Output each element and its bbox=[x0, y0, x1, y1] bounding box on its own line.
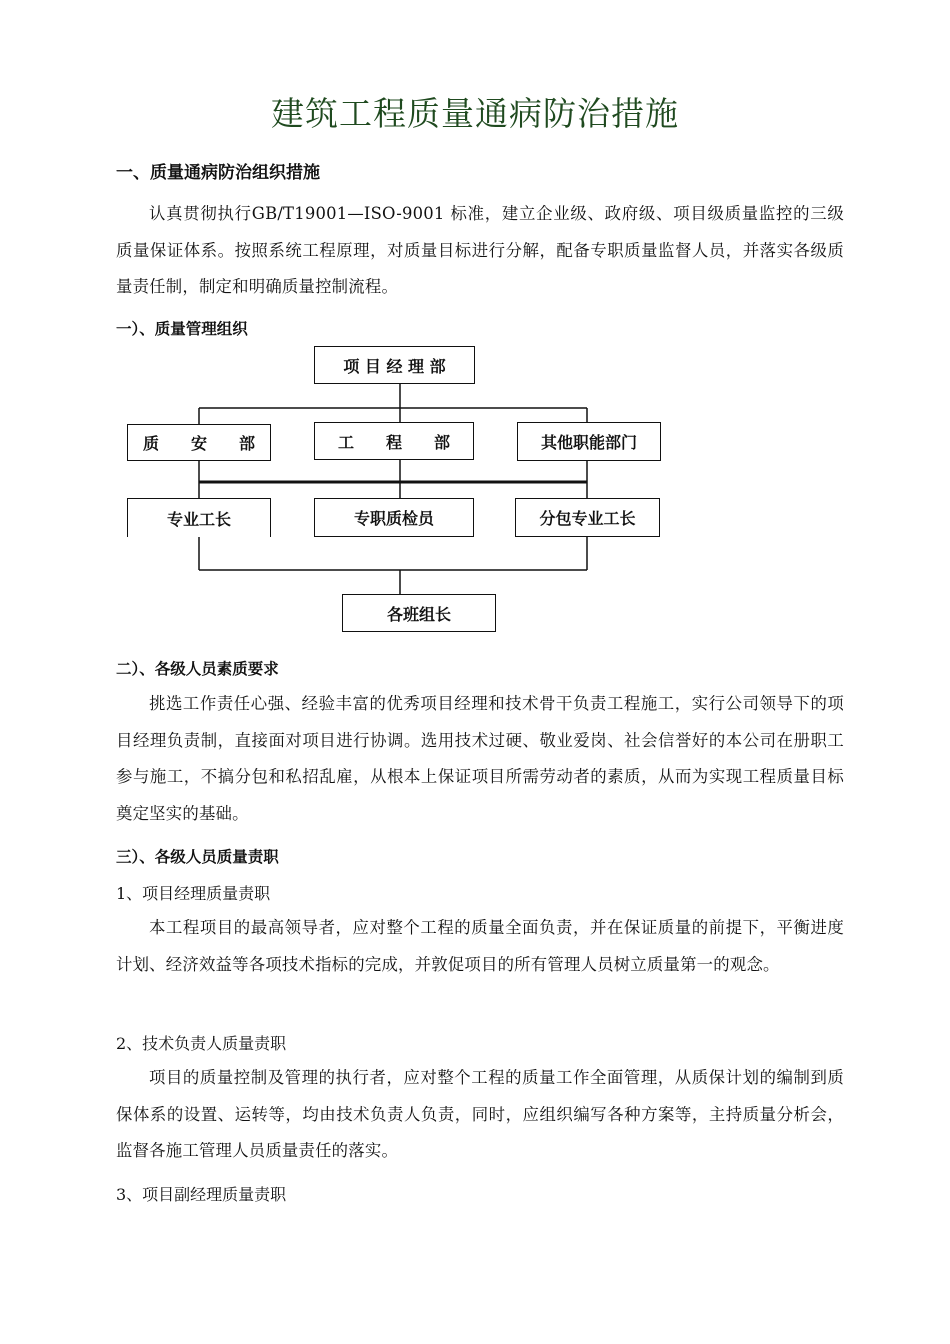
quality-requirements-paragraph: 挑选工作责任心强、经验丰富的优秀项目经理和技术骨干负责工程施工，实行公司领导下的项目经理负责制，直接面对项目进行协调。选用技术过硬、敬业爱岗、社会信誉好的本公司在册职工参与施工，不搞分包和私招乱雇，从根本上保证项目所需劳动者的素质，从而为实现工程质量目标奠定坚实的基础。 bbox=[116, 694, 844, 823]
page-title: 建筑工程质量通病防治措施 bbox=[271, 94, 679, 133]
org-node-other-depts: 其他职能部门 bbox=[517, 422, 661, 461]
item-paragraph-1: 本工程项目的最高领导者，应对整个工程的质量全面负责，并在保证质量的前提下，平衡进度计划、经济效益等各项技术指标的完成，并敦促项目的所有管理人员树立质量第一的观念。 bbox=[116, 918, 844, 974]
item-label-3: 3、项目副经理质量责职 bbox=[116, 1185, 287, 1204]
item-paragraph-2: 项目的质量控制及管理的执行者，应对整个工程的质量工作全面管理，从质保计划的编制到质保体系的设置、运转等，均由技术负责人负责，同时，应组织编写各种方案等，主持质量分析会，监督各施工管理人员质量责任的落实。 bbox=[116, 1068, 844, 1160]
intro-paragraph: 认真贯彻执行GB/T19001—ISO-9001 标准，建立企业级、政府级、项目级质量监控的三级质量保证体系。按照系统工程原理，对质量目标进行分解，配备专职质量监督人员，并落实各级质量责任制，制定和明确质量控制流程。 bbox=[116, 204, 844, 296]
item-label-1: 1、项目经理质量责职 bbox=[116, 884, 271, 903]
org-node-team-leaders: 各班组长 bbox=[342, 594, 496, 632]
section-heading-3: 三）、各级人员质量责职 bbox=[116, 848, 279, 866]
org-node-foreman: 专业工长 bbox=[127, 498, 271, 537]
section-heading-2: 二）、各级人员素质要求 bbox=[116, 660, 279, 678]
section-heading-1: 一、质量通病防治组织措施 bbox=[116, 163, 320, 183]
org-node-sub-foreman: 分包专业工长 bbox=[515, 498, 660, 537]
org-node-project-dept: 项 目 经 理 部 bbox=[314, 346, 475, 384]
org-node-inspector: 专职质检员 bbox=[314, 498, 474, 537]
org-node-quality-safety: 质 安 部 bbox=[127, 424, 271, 461]
item-label-2: 2、技术负责人质量责职 bbox=[116, 1034, 287, 1053]
org-heading: 一）、质量管理组织 bbox=[116, 320, 248, 338]
org-node-engineering: 工 程 部 bbox=[314, 422, 474, 460]
